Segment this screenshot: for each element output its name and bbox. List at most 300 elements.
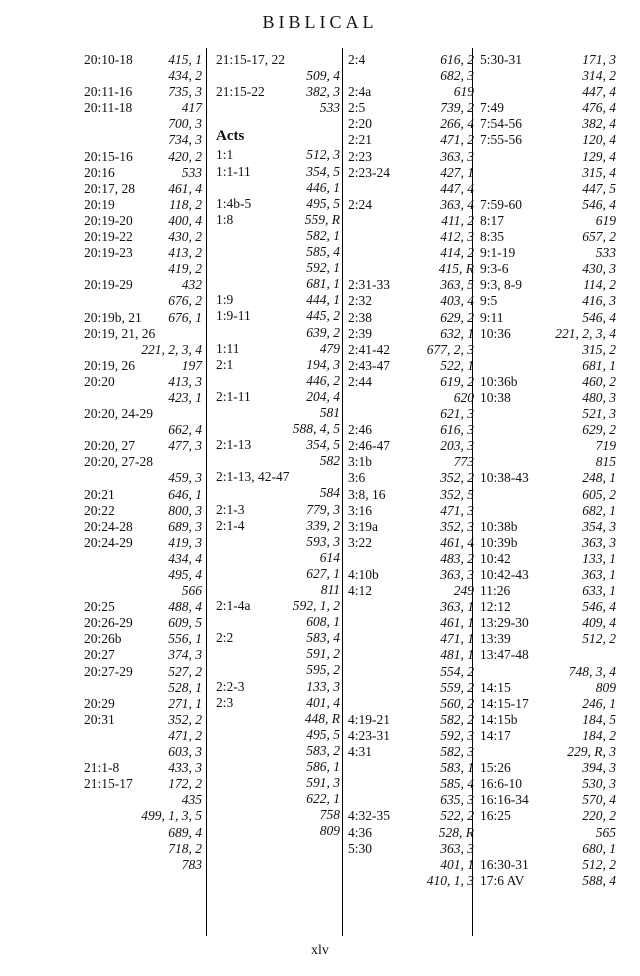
hymn-number: 533 — [595, 245, 616, 261]
hymn-number: 627, 1 — [306, 565, 340, 581]
hymn-number: 394, 3 — [582, 760, 616, 776]
index-entry — [348, 744, 474, 760]
hymn-number: 314, 2 — [582, 68, 616, 84]
index-entry-continuation — [84, 470, 202, 486]
hymn-number: 582, 1 — [306, 227, 340, 243]
hymn-number: 480, 3 — [582, 389, 616, 405]
scripture-reference: 2:3 — [216, 694, 234, 710]
index-entry — [480, 551, 616, 567]
index-column-4 — [480, 52, 616, 940]
scripture-reference: 20:27-29 — [84, 663, 133, 679]
scripture-reference: 4:32-35 — [348, 808, 390, 824]
scripture-reference: 1:1-11 — [216, 163, 251, 179]
index-entry-continuation — [480, 744, 616, 760]
scripture-reference: 16:30-31 — [480, 856, 529, 872]
index-entry-continuation — [216, 759, 340, 775]
index-entry — [84, 760, 202, 776]
hymn-number: 271, 1 — [168, 695, 202, 711]
scripture-reference: 21:1-8 — [84, 760, 120, 776]
hymn-number: 354, 3 — [582, 518, 616, 534]
index-entry-continuation — [84, 583, 202, 599]
hymn-number: 676, 1 — [168, 309, 202, 325]
index-entry — [216, 630, 340, 646]
index-entry-continuation — [216, 534, 340, 550]
scripture-reference: 4:12 — [348, 583, 373, 599]
index-entry — [84, 374, 202, 390]
scripture-reference: 10:42-43 — [480, 567, 529, 582]
index-entry — [348, 277, 474, 293]
scripture-reference: 5:30 — [348, 840, 373, 856]
scripture-reference: 12:12 — [480, 599, 511, 615]
scripture-reference: 4:23-31 — [348, 727, 390, 743]
hymn-number: 172, 2 — [168, 776, 202, 792]
hymn-number: 133, 3 — [306, 678, 340, 694]
index-entry-continuation — [84, 680, 202, 696]
index-entry — [348, 728, 474, 744]
scripture-reference: 20:27 — [84, 647, 115, 663]
hymn-number: 584 — [319, 485, 340, 501]
index-entry-continuation — [480, 358, 616, 374]
hymn-number: 352, 5 — [440, 486, 474, 502]
hymn-number: 593, 3 — [306, 533, 340, 549]
index-entry — [480, 229, 616, 245]
scripture-reference: 2:24 — [348, 196, 373, 212]
page-folio: xlv — [311, 943, 329, 958]
hymn-number: 417 — [181, 100, 202, 116]
index-entry — [480, 776, 616, 792]
hymn-number: 528, R — [438, 824, 474, 840]
hymn-number: 758 — [319, 807, 340, 823]
index-entry — [480, 583, 616, 599]
scripture-reference: 20:19-23 — [84, 245, 133, 261]
scripture-reference: 5:30-31 — [480, 52, 522, 67]
scripture-reference: 1:9 — [216, 292, 234, 308]
hymn-number: 570, 4 — [582, 792, 616, 808]
scripture-reference: 20:21 — [84, 486, 115, 502]
hymn-number: 522, 1 — [440, 357, 474, 373]
index-entry-continuation — [84, 792, 202, 808]
index-entry — [480, 535, 616, 551]
scripture-reference: 2:5 — [348, 100, 366, 116]
hymn-number: 633, 1 — [582, 583, 616, 599]
hymn-number: 434, 2 — [168, 68, 202, 84]
index-entry — [84, 631, 202, 647]
hymn-number: 635, 3 — [440, 792, 474, 808]
index-entry — [348, 52, 474, 68]
index-entry-continuation — [480, 438, 616, 454]
index-entry — [480, 213, 616, 229]
scripture-reference: 9:1-19 — [480, 245, 516, 261]
hymn-number: 512, 3 — [306, 147, 340, 163]
index-entry — [216, 695, 340, 711]
index-entry-continuation — [216, 614, 340, 630]
hymn-number: 662, 4 — [168, 422, 202, 438]
hymn-number: 315, 2 — [582, 341, 616, 357]
index-entry-continuation — [348, 631, 474, 647]
index-entry — [84, 165, 202, 181]
scripture-reference: 20:11-16 — [84, 84, 133, 100]
index-entry-continuation — [216, 775, 340, 791]
index-entry — [216, 357, 340, 373]
scripture-reference: 10:36 — [480, 325, 511, 341]
scripture-reference: 2:1-13 — [216, 437, 252, 453]
index-entry — [348, 374, 474, 390]
index-entry — [348, 519, 474, 535]
index-entry-continuation — [348, 213, 474, 229]
hymn-number: 446, 2 — [306, 372, 340, 388]
scripture-reference: 20:24-29 — [84, 534, 133, 550]
hymn-number: 471, 1 — [440, 631, 474, 647]
index-entry — [216, 212, 340, 228]
hymn-number: 512, 2 — [582, 631, 616, 647]
hymn-number: 374, 3 — [168, 647, 202, 663]
index-entry — [348, 84, 474, 100]
scripture-reference: 4:31 — [348, 744, 373, 760]
index-entry-continuation — [480, 503, 616, 519]
index-entry-continuation — [480, 84, 616, 100]
hymn-number: 409, 4 — [582, 615, 616, 631]
scripture-reference: 2:39 — [348, 325, 373, 341]
index-entry — [348, 165, 474, 181]
scripture-reference: 20:19 — [84, 196, 115, 212]
hymn-number: 446, 1 — [306, 179, 340, 195]
hymn-number: 682, 3 — [440, 68, 474, 84]
hymn-number: 592, 1, 2 — [292, 598, 340, 614]
scripture-reference: 3:16 — [348, 502, 373, 518]
hymn-number: 622, 1 — [306, 791, 340, 807]
index-entry-continuation — [348, 857, 474, 873]
hymn-number: 432 — [181, 277, 202, 293]
index-entry-continuation — [348, 664, 474, 680]
scripture-reference: 2:43-47 — [348, 357, 390, 373]
index-entry-continuation — [348, 245, 474, 261]
index-entry-continuation — [480, 68, 616, 84]
index-entry-continuation — [216, 646, 340, 662]
hymn-number: 629, 2 — [440, 309, 474, 325]
hymn-number: 621, 3 — [440, 406, 474, 422]
index-entry — [348, 487, 474, 503]
hymn-number: 719 — [595, 438, 616, 454]
hymn-number: 676, 2 — [168, 293, 202, 309]
index-entry — [84, 503, 202, 519]
hymn-number: 249 — [453, 583, 474, 599]
hymn-number: 481, 1 — [440, 647, 474, 663]
hymn-number: 632, 1 — [440, 325, 474, 341]
hymn-number: 639, 2 — [306, 324, 340, 340]
hymn-number: 554, 2 — [440, 663, 474, 679]
hymn-number: 430, 2 — [168, 229, 202, 245]
index-entry — [84, 664, 202, 680]
hymn-number: 246, 1 — [582, 695, 616, 711]
index-entry-continuation — [84, 825, 202, 841]
index-entry — [480, 599, 616, 615]
hymn-number: 363, 3 — [582, 534, 616, 550]
scripture-reference: 7:55-56 — [480, 132, 522, 148]
hymn-number: 646, 1 — [168, 486, 202, 502]
index-entry-continuation — [216, 485, 340, 501]
index-entry — [84, 100, 202, 116]
hymn-number: 588, 4 — [582, 872, 616, 888]
index-entry-continuation — [84, 422, 202, 438]
scripture-reference: 7:49 — [480, 100, 505, 116]
scripture-reference: 3:8, 16 — [348, 486, 386, 502]
hymn-number: 591, 2 — [306, 646, 340, 662]
index-entry — [84, 213, 202, 229]
hymn-number: 533 — [319, 100, 340, 116]
hymn-number: 354, 5 — [306, 437, 340, 453]
index-entry — [84, 245, 202, 261]
spacer — [216, 116, 340, 124]
scripture-reference: 2:1 — [216, 356, 234, 372]
index-entry — [84, 615, 202, 631]
scripture-reference: 20:29 — [84, 695, 115, 711]
index-entry — [480, 680, 616, 696]
index-entry-continuation — [216, 823, 340, 839]
hymn-number: 619 — [595, 212, 616, 228]
hymn-number: 533 — [181, 164, 202, 180]
hymn-number: 266, 4 — [440, 116, 474, 132]
hymn-number: 171, 3 — [582, 52, 616, 67]
index-entry — [480, 712, 616, 728]
hymn-number: 448, R — [304, 710, 340, 726]
hymn-number: 410, 1, 3 — [426, 872, 474, 888]
index-entry — [348, 310, 474, 326]
hymn-number: 414, 2 — [440, 245, 474, 261]
index-entry — [348, 583, 474, 599]
hymn-number: 445, 2 — [306, 308, 340, 324]
hymn-number: 363, 3 — [440, 840, 474, 856]
scripture-reference: 10:38 — [480, 389, 511, 405]
index-entry — [216, 341, 340, 357]
hymn-number: 447, 4 — [440, 180, 474, 196]
hymn-number: 509, 4 — [306, 68, 340, 84]
hymn-number: 363, 3 — [440, 567, 474, 582]
hymn-number: 419, 2 — [168, 261, 202, 277]
hymn-number: 512, 2 — [582, 856, 616, 872]
index-entry — [216, 308, 340, 324]
scripture-reference: 13:47-48 — [480, 647, 529, 663]
index-entry — [348, 422, 474, 438]
index-entry — [480, 760, 616, 776]
index-entry — [348, 454, 474, 470]
hymn-number: 133, 1 — [582, 550, 616, 566]
scripture-reference: 20:19b, 21 — [84, 309, 142, 325]
index-entry — [84, 438, 202, 454]
scripture-reference: 20:22 — [84, 502, 115, 518]
hymn-number: 608, 1 — [306, 614, 340, 630]
hymn-number: 461, 4 — [440, 534, 474, 550]
index-entry-continuation — [216, 244, 340, 260]
hymn-number: 400, 4 — [168, 212, 202, 228]
index-entry-continuation — [84, 808, 202, 824]
scripture-reference: 20:19, 21, 26 — [84, 325, 156, 341]
hymn-number: 471, 3 — [440, 502, 474, 518]
index-entry — [216, 469, 340, 485]
hymn-number: 447, 5 — [582, 180, 616, 196]
scripture-reference: 20:19, 26 — [84, 357, 136, 373]
index-entry-continuation — [348, 680, 474, 696]
hymn-number: 681, 1 — [582, 357, 616, 373]
hymn-number: 363, 1 — [582, 567, 616, 582]
hymn-number: 582 — [319, 453, 340, 469]
hymn-number: 583, 4 — [306, 630, 340, 646]
index-entry-continuation — [480, 422, 616, 438]
index-entry — [480, 647, 616, 663]
hymn-number: 129, 4 — [582, 148, 616, 164]
index-entry-continuation — [480, 149, 616, 165]
hymn-number: 495, 4 — [168, 567, 202, 582]
index-entry-continuation — [216, 260, 340, 276]
scripture-reference: 2:31-33 — [348, 277, 390, 293]
index-entry — [84, 535, 202, 551]
hymn-number: 415, 1 — [168, 52, 202, 67]
index-entry — [348, 503, 474, 519]
index-entry-continuation — [84, 567, 202, 583]
scripture-reference: 20:10-18 — [84, 52, 133, 67]
scripture-reference: 16:6-10 — [480, 776, 522, 792]
index-entry-continuation — [216, 582, 340, 598]
scripture-reference: 20:19-29 — [84, 277, 133, 293]
index-entry-continuation — [348, 647, 474, 663]
index-entry-continuation — [348, 776, 474, 792]
index-entry — [480, 310, 616, 326]
hymn-number: 488, 4 — [168, 599, 202, 615]
hymn-number: 748, 3, 4 — [568, 663, 616, 679]
index-entry — [480, 293, 616, 309]
hymn-number: 221, 2, 3, 4 — [555, 325, 616, 341]
scripture-reference: 20:15-16 — [84, 148, 133, 164]
hymn-number: 416, 3 — [582, 293, 616, 309]
scripture-reference: 3:19a — [348, 518, 378, 534]
scripture-reference: 14:15b — [480, 711, 518, 727]
index-entry — [84, 326, 202, 342]
scripture-reference: 2:23 — [348, 148, 373, 164]
scripture-reference: 16:16-34 — [480, 792, 529, 808]
index-entry — [84, 229, 202, 245]
scripture-reference: 2:1-4a — [216, 598, 251, 614]
index-entry — [348, 358, 474, 374]
scripture-reference: 21:15-17 — [84, 776, 133, 792]
hymn-number: 430, 3 — [582, 261, 616, 277]
hymn-number: 382, 4 — [582, 116, 616, 132]
index-entry-continuation — [216, 68, 340, 84]
scripture-reference: 13:29-30 — [480, 615, 529, 631]
index-entry — [480, 116, 616, 132]
page-header: BIBLICAL — [262, 12, 378, 32]
index-entry — [480, 792, 616, 808]
index-entry — [84, 197, 202, 213]
scripture-reference: 16:25 — [480, 808, 511, 824]
hymn-number: 783 — [181, 856, 202, 872]
index-entry — [216, 292, 340, 308]
hymn-number: 229, R, 3 — [567, 744, 616, 760]
index-entry — [348, 293, 474, 309]
hymn-number: 614 — [319, 549, 340, 565]
index-entry — [348, 712, 474, 728]
scripture-reference: 2:46-47 — [348, 438, 390, 454]
scripture-reference: 10:38b — [480, 518, 518, 534]
hymn-number: 315, 4 — [582, 164, 616, 180]
hymn-number: 620 — [453, 389, 474, 405]
index-entry — [348, 535, 474, 551]
index-entry-continuation — [216, 566, 340, 582]
index-entry-continuation — [216, 453, 340, 469]
hymn-number: 434, 4 — [168, 550, 202, 566]
index-entry — [84, 310, 202, 326]
hymn-number: 363, 4 — [440, 196, 474, 212]
hymn-number: 718, 2 — [168, 840, 202, 856]
hymn-number: 528, 1 — [168, 679, 202, 695]
scripture-reference: 20:19-22 — [84, 229, 133, 245]
scripture-reference: 2:2 — [216, 630, 234, 646]
scripture-reference: 20:19-20 — [84, 212, 133, 228]
index-entry — [348, 841, 474, 857]
hymn-number: 609, 5 — [168, 615, 202, 631]
scripture-reference: 20:16 — [84, 164, 115, 180]
index-entry — [480, 197, 616, 213]
scripture-reference: 14:15 — [480, 679, 511, 695]
hymn-number: 588, 4, 5 — [292, 421, 340, 437]
hymn-number: 413, 3 — [168, 373, 202, 389]
index-entry — [216, 164, 340, 180]
hymn-number: 585, 4 — [440, 776, 474, 792]
hymn-number: 605, 2 — [582, 486, 616, 502]
scripture-reference: 10:38-43 — [480, 470, 529, 486]
hymn-number: 495, 5 — [306, 195, 340, 211]
book-heading: Acts — [216, 128, 245, 145]
index-entry-continuation — [348, 181, 474, 197]
hymn-number: 734, 3 — [168, 132, 202, 148]
index-entry — [480, 631, 616, 647]
hymn-number: 689, 4 — [168, 824, 202, 840]
index-entry — [348, 326, 474, 342]
hymn-number: 689, 3 — [168, 518, 202, 534]
index-entry-continuation — [348, 615, 474, 631]
scripture-reference: 2:1-13, 42-47 — [216, 469, 290, 485]
scripture-reference: 17:6 AV — [480, 872, 525, 888]
hymn-number: 415, R — [438, 261, 474, 277]
index-entry-continuation — [348, 873, 474, 889]
scripture-reference: 3:22 — [348, 534, 373, 550]
index-entry — [84, 149, 202, 165]
scripture-reference: 21:15-17, 22 — [216, 52, 285, 67]
hymn-number: 565 — [595, 824, 616, 840]
scripture-reference: 2:2-3 — [216, 678, 245, 694]
hymn-number: 203, 3 — [440, 438, 474, 454]
scripture-reference: 1:8 — [216, 211, 234, 227]
hymn-number: 461, 1 — [440, 615, 474, 631]
scripture-reference: 7:54-56 — [480, 116, 522, 132]
index-entry — [348, 100, 474, 116]
hymn-number: 680, 1 — [582, 840, 616, 856]
hymn-number: 811 — [320, 582, 340, 597]
scripture-reference: 2:1-11 — [216, 388, 251, 404]
index-entry-continuation — [348, 261, 474, 277]
hymn-number: 382, 3 — [306, 84, 340, 100]
index-entry — [348, 567, 474, 583]
index-entry-continuation — [480, 165, 616, 181]
index-entry-continuation — [480, 342, 616, 358]
index-entry-continuation — [216, 550, 340, 566]
hymn-number: 433, 3 — [168, 760, 202, 776]
hymn-number: 447, 4 — [582, 84, 616, 100]
index-entry-continuation — [84, 551, 202, 567]
scripture-reference: 2:4 — [348, 52, 366, 67]
hymn-number: 583, 1 — [440, 760, 474, 776]
index-entry — [480, 808, 616, 824]
index-entry-continuation — [216, 421, 340, 437]
index-entry-continuation — [348, 229, 474, 245]
